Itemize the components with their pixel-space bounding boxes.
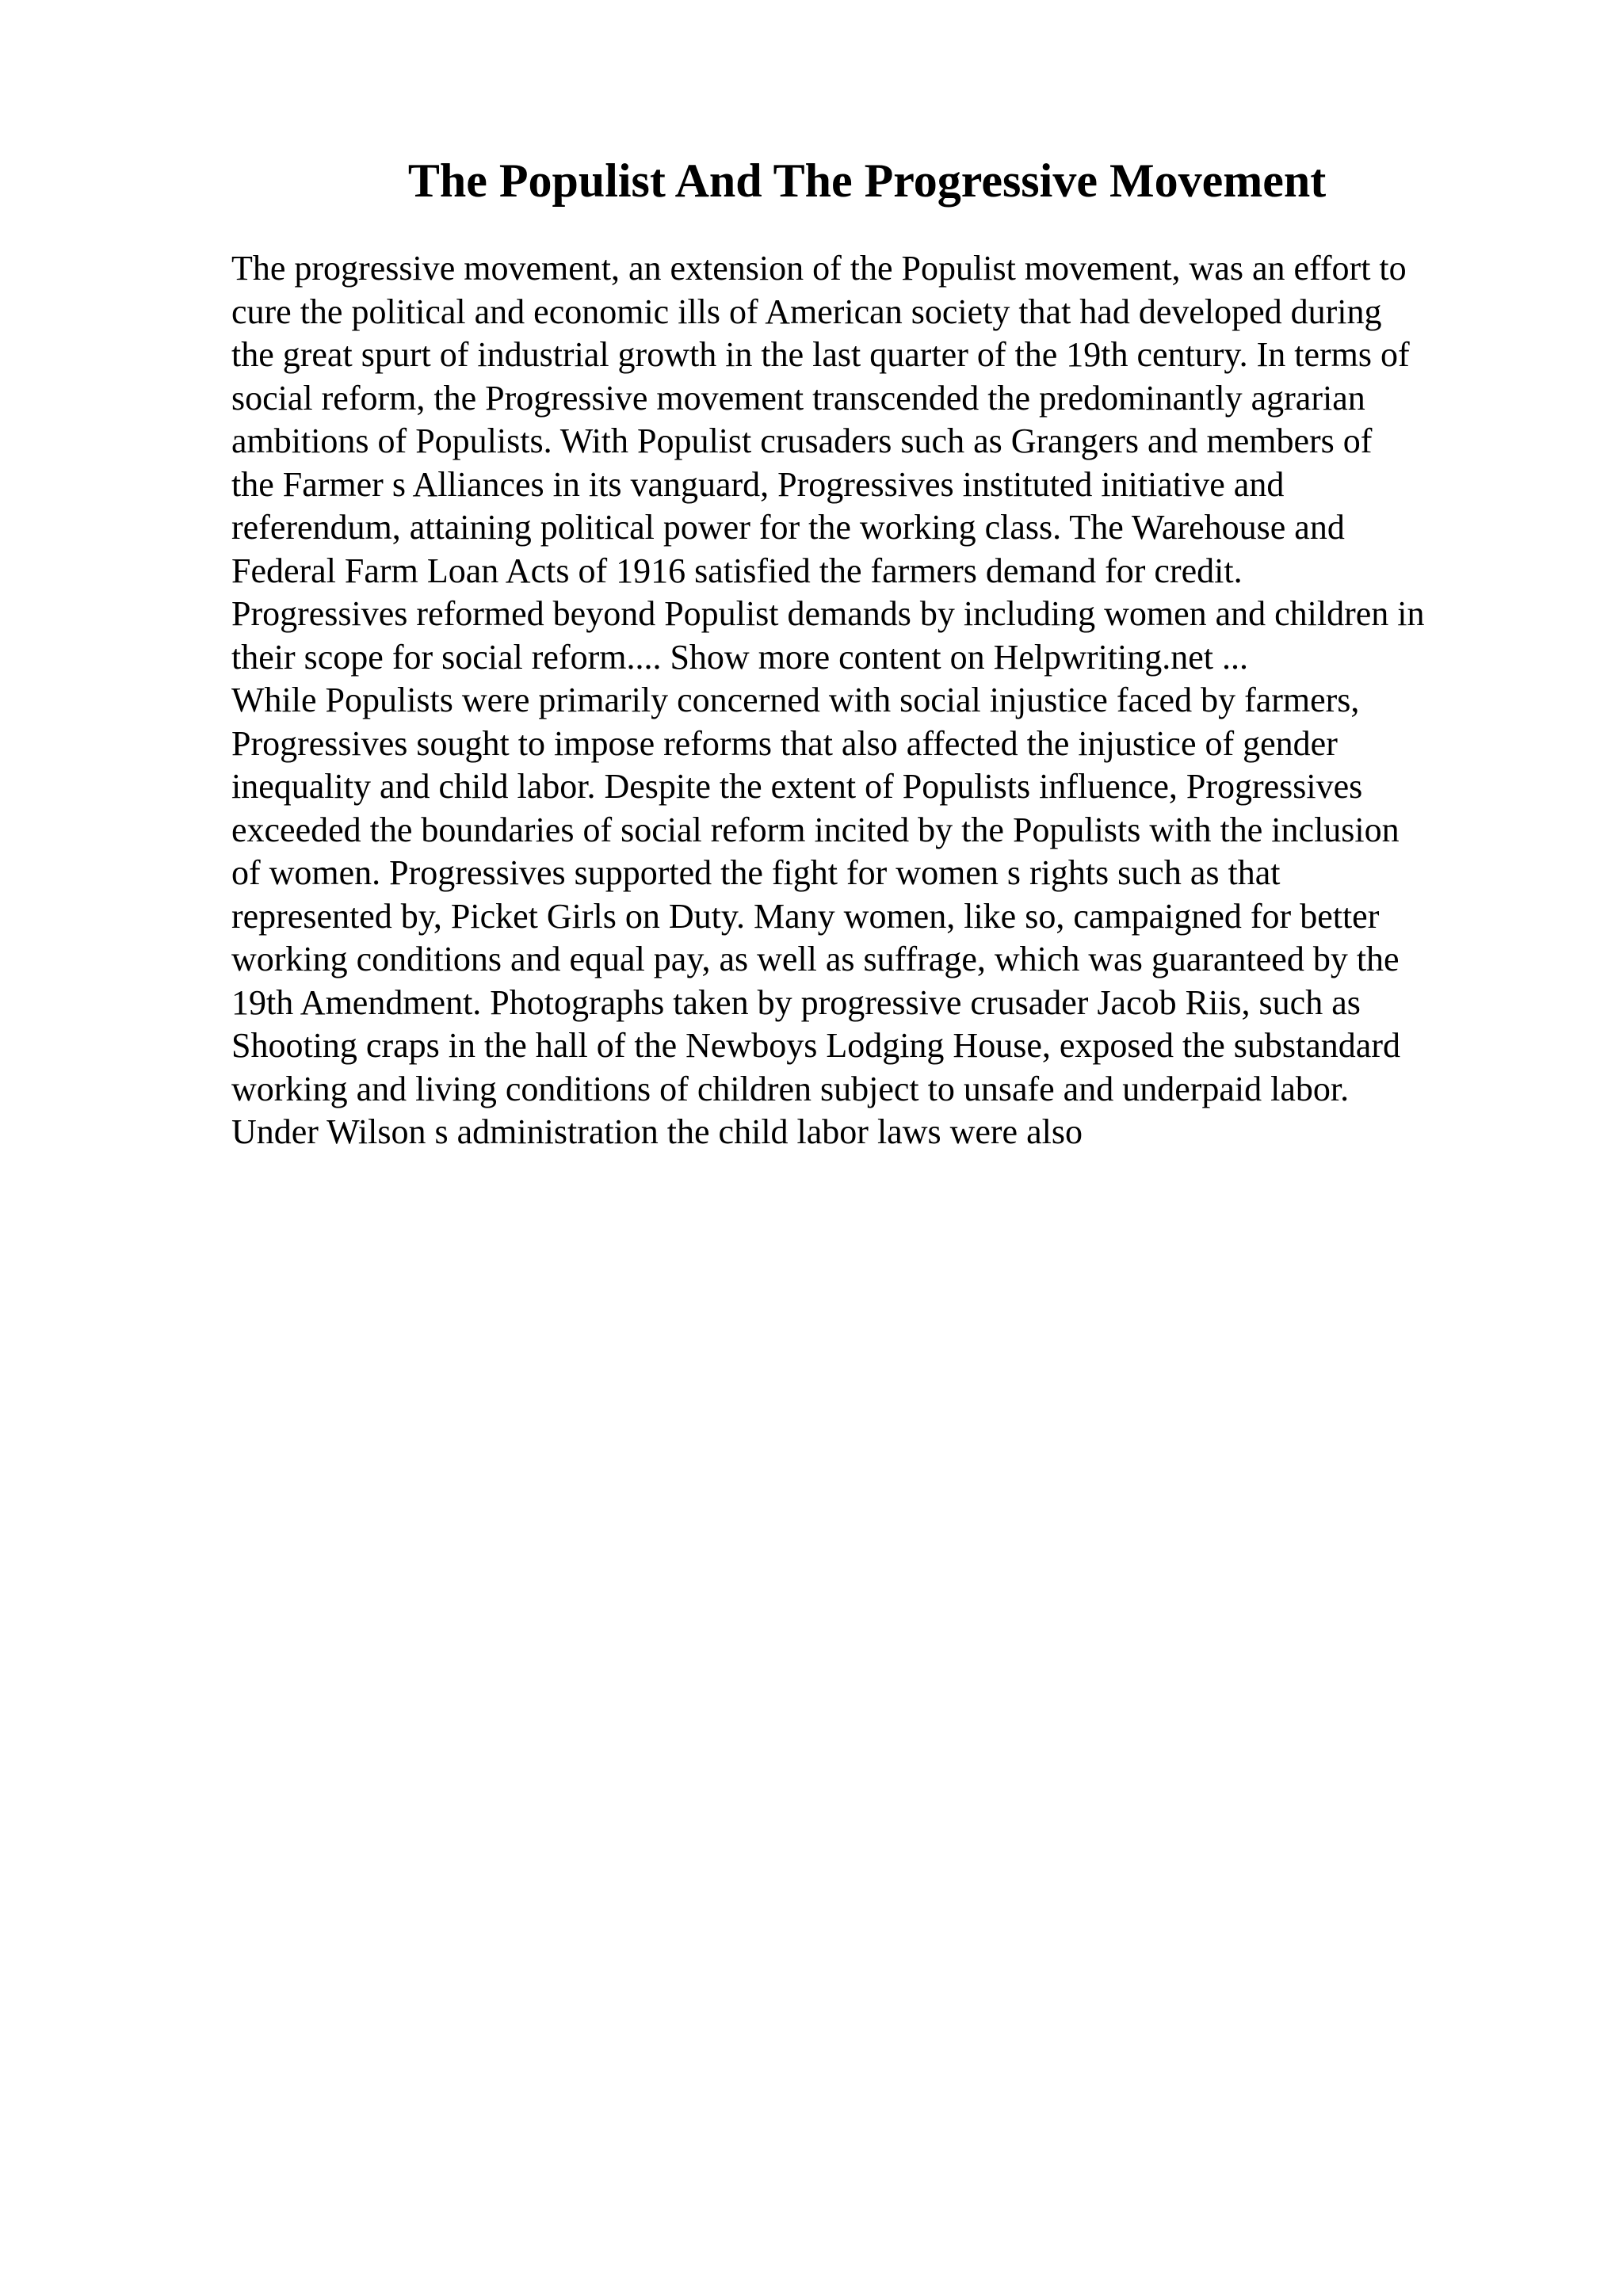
- body-line: cure the political and economic ills of American society that had developed during: [231, 292, 1382, 331]
- body-line: While Populists were primarily concerned with social injustice faced by farmers,: [231, 681, 1360, 719]
- body-line: Under Wilson s administration the child labor laws were also: [231, 1112, 1083, 1151]
- body-line: The progressive movement, an extension of the Populist movement, was an effort to: [231, 249, 1407, 288]
- body-line: the great spurt of industrial growth in the last quarter of the 19th century. In terms of: [231, 335, 1410, 374]
- body-line: ambitions of Populists. With Populist crusaders such as Grangers and members of: [231, 421, 1373, 460]
- body-line: Shooting craps in the hall of the Newboys Lodging House, exposed the substandard: [231, 1026, 1400, 1065]
- body-line: inequality and child labor. Despite the extent of Populists influence, Progressives: [231, 767, 1363, 806]
- body-line: the Farmer s Alliances in its vanguard, Progressives instituted initiative and: [231, 464, 1285, 504]
- body-line: represented by, Picket Girls on Duty. Many women, like so, campaigned for better: [231, 896, 1380, 936]
- body-line: of women. Progressives supported the fight for women s rights such as that: [231, 853, 1281, 892]
- body-line: Federal Farm Loan Acts of 1916 satisfied the farmers demand for credit.: [231, 551, 1243, 590]
- body-line: Progressives sought to impose reforms that also affected the injustice of gender: [231, 723, 1338, 763]
- body-line: exceeded the boundaries of social reform incited by the Populists with the inclusion: [231, 810, 1400, 849]
- document-body: [231, 247, 1531, 1154]
- body-line: their scope for social reform.... Show more content on Helpwriting.net ...: [231, 637, 1249, 677]
- body-line: social reform, the Progressive movement transcended the predominantly agrarian: [231, 378, 1365, 418]
- body-line: 19th Amendment. Photographs taken by progressive crusader Jacob Riis, such as: [231, 982, 1361, 1022]
- body-line: referendum, attaining political power for the working class. The Warehouse and: [231, 508, 1345, 547]
- body-line: working and living conditions of children subject to unsafe and underpaid labor.: [231, 1069, 1350, 1108]
- body-line: working conditions and equal pay, as well as suffrage, which was guaranteed by the: [231, 940, 1400, 978]
- body-line: Progressives reformed beyond Populist demands by including women and children in: [231, 594, 1425, 633]
- document-title: The Populist And The Progressive Movement: [407, 154, 1327, 207]
